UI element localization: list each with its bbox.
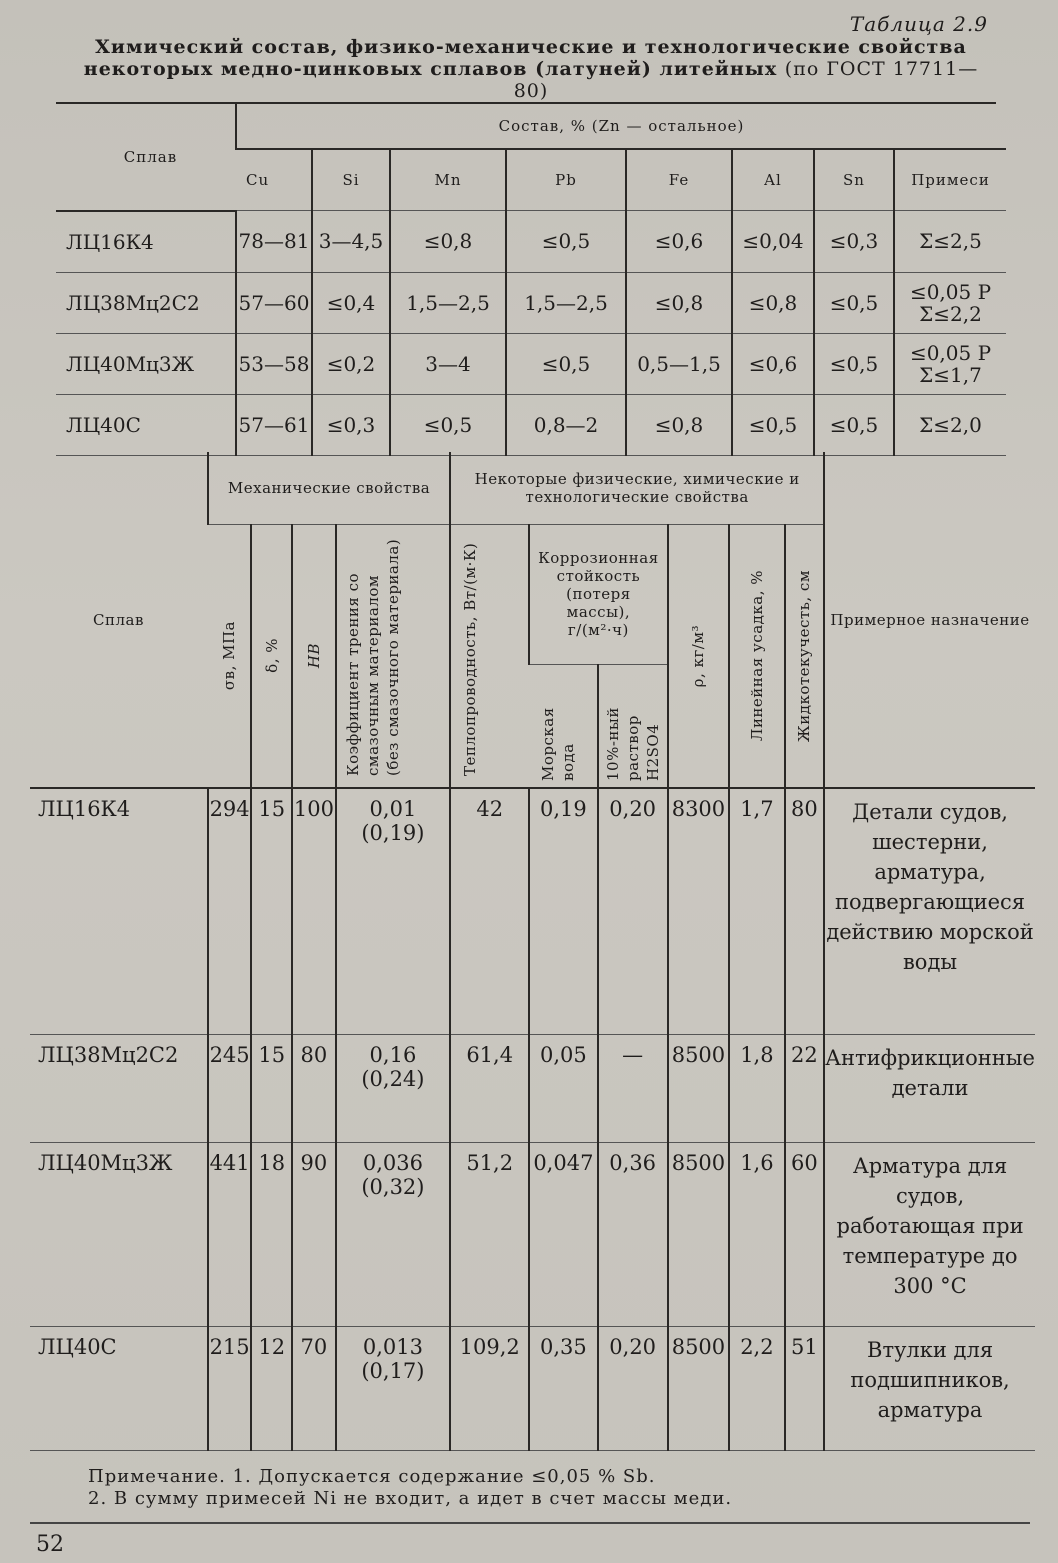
- alloy-name: ЛЦ16К4: [56, 211, 236, 273]
- col-friction: [336, 524, 451, 788]
- table-row: [30, 1326, 1035, 1450]
- cell: 0,19: [529, 788, 597, 1034]
- cell: 441: [208, 1142, 251, 1326]
- col-impurities: Примеси: [894, 149, 1006, 211]
- cell: 2,2: [729, 1326, 784, 1450]
- table-row: [30, 1142, 1035, 1326]
- col-sn: Sn: [814, 149, 894, 211]
- cell: 0,036 (0,32): [336, 1142, 451, 1326]
- cell: 80: [292, 1034, 335, 1142]
- page-number: 52: [36, 1532, 64, 1557]
- cell: ≤0,05 P Σ≤1,7: [894, 333, 1006, 394]
- properties-table: [30, 452, 1035, 1451]
- cell: ≤0,6: [626, 211, 732, 273]
- cell: —: [598, 1034, 668, 1142]
- col-fe: Fe: [626, 149, 732, 211]
- alloy-name: ЛЦ16К4: [30, 788, 208, 1034]
- cell: 51: [785, 1326, 824, 1450]
- alloy-name: ЛЦ40С: [30, 1326, 208, 1450]
- cell: 0,01 (0,19): [336, 788, 451, 1034]
- col-thermal-label: Теплопроводность, Вт/(м·К): [460, 542, 479, 776]
- cell: 0,20: [598, 1326, 668, 1450]
- cell: 0,35: [529, 1326, 597, 1450]
- cell: ≤0,6: [732, 333, 814, 394]
- properties-alloy-header: Сплав: [30, 452, 208, 788]
- cell: 15: [251, 1034, 292, 1142]
- title-bold: Химический состав, физико-механические и технологические свойства некоторых медно-цинковых сплавов (латуней) литейных: [83, 36, 967, 80]
- cell: 57—61: [236, 394, 312, 455]
- col-sea: [529, 664, 597, 788]
- mech-group-header: Механические свойства: [208, 452, 450, 524]
- col-acid-label: 10%-ный раствор H2SO4: [603, 706, 662, 781]
- alloy-name: ЛЦ40Мц3Ж: [56, 333, 236, 394]
- corrosion-group-header: Коррозионная стойкость (потеря массы), г/(м²·ч): [529, 524, 668, 664]
- col-thermal: [450, 524, 529, 788]
- cell: ≤0,3: [312, 394, 390, 455]
- table-row: [56, 394, 1006, 455]
- alloy-name: ЛЦ40Мц3Ж: [30, 1142, 208, 1326]
- col-friction-label: Коэффициент трения со смазочным материалом (без смазочного материала): [343, 538, 402, 776]
- cell: 90: [292, 1142, 335, 1326]
- footnote: [88, 1466, 988, 1510]
- cell: ≤0,5: [814, 394, 894, 455]
- cell: 1,5—2,5: [506, 272, 626, 333]
- cell: 294: [208, 788, 251, 1034]
- cell: 0,16 (0,24): [336, 1034, 451, 1142]
- cell: 18: [251, 1142, 292, 1326]
- col-al: Al: [732, 149, 814, 211]
- cell: 8500: [668, 1034, 729, 1142]
- cell: 12: [251, 1326, 292, 1450]
- cell: 100: [292, 788, 335, 1034]
- cell: 3—4,5: [312, 211, 390, 273]
- cell: ≤0,3: [814, 211, 894, 273]
- cell: 80: [785, 788, 824, 1034]
- cell: 53—58: [236, 333, 312, 394]
- cell: 109,2: [450, 1326, 529, 1450]
- table-title: [76, 36, 986, 102]
- footnote-line-2: 2. В сумму примесей Ni не входит, а идет в счет массы меди.: [88, 1488, 733, 1509]
- cell: ≤0,4: [312, 272, 390, 333]
- purpose-cell: Втулки для подшипников, арматура: [824, 1326, 1035, 1450]
- footnote-line-1: Примечание. 1. Допускается содержание ≤0,05 % Sb.: [88, 1466, 656, 1487]
- title-gost: (по ГОСТ 17711—80): [513, 58, 979, 102]
- cell: ≤0,8: [390, 211, 506, 273]
- purpose-cell: Антифрикционные детали: [824, 1034, 1035, 1142]
- cell: ≤0,05 P Σ≤2,2: [894, 272, 1006, 333]
- cell: 1,7: [729, 788, 784, 1034]
- col-delta: [251, 524, 292, 788]
- cell: 0,047: [529, 1142, 597, 1326]
- col-pb: Pb: [506, 149, 626, 211]
- cell: 51,2: [450, 1142, 529, 1326]
- cell: ≤0,5: [506, 333, 626, 394]
- cell: 8300: [668, 788, 729, 1034]
- col-shrink: [729, 524, 784, 788]
- alloy-name: ЛЦ40С: [56, 394, 236, 455]
- cell: ≤0,2: [312, 333, 390, 394]
- cell: Σ≤2,5: [894, 211, 1006, 273]
- composition-alloy-header: Сплав: [56, 104, 236, 211]
- cell: 42: [450, 788, 529, 1034]
- cell: 15: [251, 788, 292, 1034]
- purpose-header: Примерное назначение: [824, 452, 1035, 788]
- cell: 0,05: [529, 1034, 597, 1142]
- cell: 0,36: [598, 1142, 668, 1326]
- col-shrink-label: Линейная усадка, %: [747, 570, 766, 742]
- purpose-cell: Детали судов, шестерни, арматура, подвергающиеся действию морской воды: [824, 788, 1035, 1034]
- alloy-name: ЛЦ38Мц2С2: [56, 272, 236, 333]
- col-hb-label: HB: [304, 643, 323, 669]
- cell: 1,6: [729, 1142, 784, 1326]
- bottom-rule: [30, 1522, 1030, 1524]
- col-rho-label: ρ, кг/м³: [689, 624, 708, 687]
- cell: Σ≤2,0: [894, 394, 1006, 455]
- col-cu: Cu: [236, 149, 312, 211]
- cell: 78—81: [236, 211, 312, 273]
- composition-table: [56, 104, 1006, 456]
- cell: 1,5—2,5: [390, 272, 506, 333]
- table-label: Таблица 2.9: [849, 12, 988, 36]
- cell: ≤0,5: [506, 211, 626, 273]
- col-si: Si: [312, 149, 390, 211]
- cell: 215: [208, 1326, 251, 1450]
- col-rho: [668, 524, 729, 788]
- purpose-cell: Арматура для судов, работающая при температуре до 300 °С: [824, 1142, 1035, 1326]
- cell: ≤0,5: [732, 394, 814, 455]
- cell: ≤0,8: [626, 272, 732, 333]
- cell: 70: [292, 1326, 335, 1450]
- col-mn: Mn: [390, 149, 506, 211]
- cell: 0,8—2: [506, 394, 626, 455]
- cell: 8500: [668, 1326, 729, 1450]
- cell: ≤0,5: [390, 394, 506, 455]
- cell: ≤0,5: [814, 272, 894, 333]
- table-row: [56, 333, 1006, 394]
- cell: 57—60: [236, 272, 312, 333]
- cell: 22: [785, 1034, 824, 1142]
- col-fluid: [785, 524, 824, 788]
- composition-group-header: Состав, % (Zn — остальное): [236, 104, 1006, 149]
- cell: 0,5—1,5: [626, 333, 732, 394]
- table-row: [30, 1034, 1035, 1142]
- cell: 60: [785, 1142, 824, 1326]
- cell: 0,013 (0,17): [336, 1326, 451, 1450]
- cell: 61,4: [450, 1034, 529, 1142]
- cell: 8500: [668, 1142, 729, 1326]
- cell: ≤0,04: [732, 211, 814, 273]
- col-sea-label: Морская вода: [538, 707, 577, 781]
- cell: 3—4: [390, 333, 506, 394]
- cell: 0,20: [598, 788, 668, 1034]
- cell: 1,8: [729, 1034, 784, 1142]
- col-hb: [292, 524, 335, 788]
- cell: ≤0,8: [732, 272, 814, 333]
- cell: ≤0,8: [626, 394, 732, 455]
- table-row: [30, 788, 1035, 1034]
- table-row: [56, 211, 1006, 273]
- col-fluid-label: Жидкотекучесть, см: [795, 569, 814, 742]
- phys-group-header: Некоторые физические, химические и технологические свойства: [450, 452, 824, 524]
- col-acid: [598, 664, 668, 788]
- col-delta-label: δ, %: [262, 638, 281, 674]
- alloy-name: ЛЦ38Мц2С2: [30, 1034, 208, 1142]
- cell: ≤0,5: [814, 333, 894, 394]
- table-row: [56, 272, 1006, 333]
- col-sigma: [208, 524, 251, 788]
- col-sigma-label: σв, МПа: [220, 621, 239, 691]
- cell: 245: [208, 1034, 251, 1142]
